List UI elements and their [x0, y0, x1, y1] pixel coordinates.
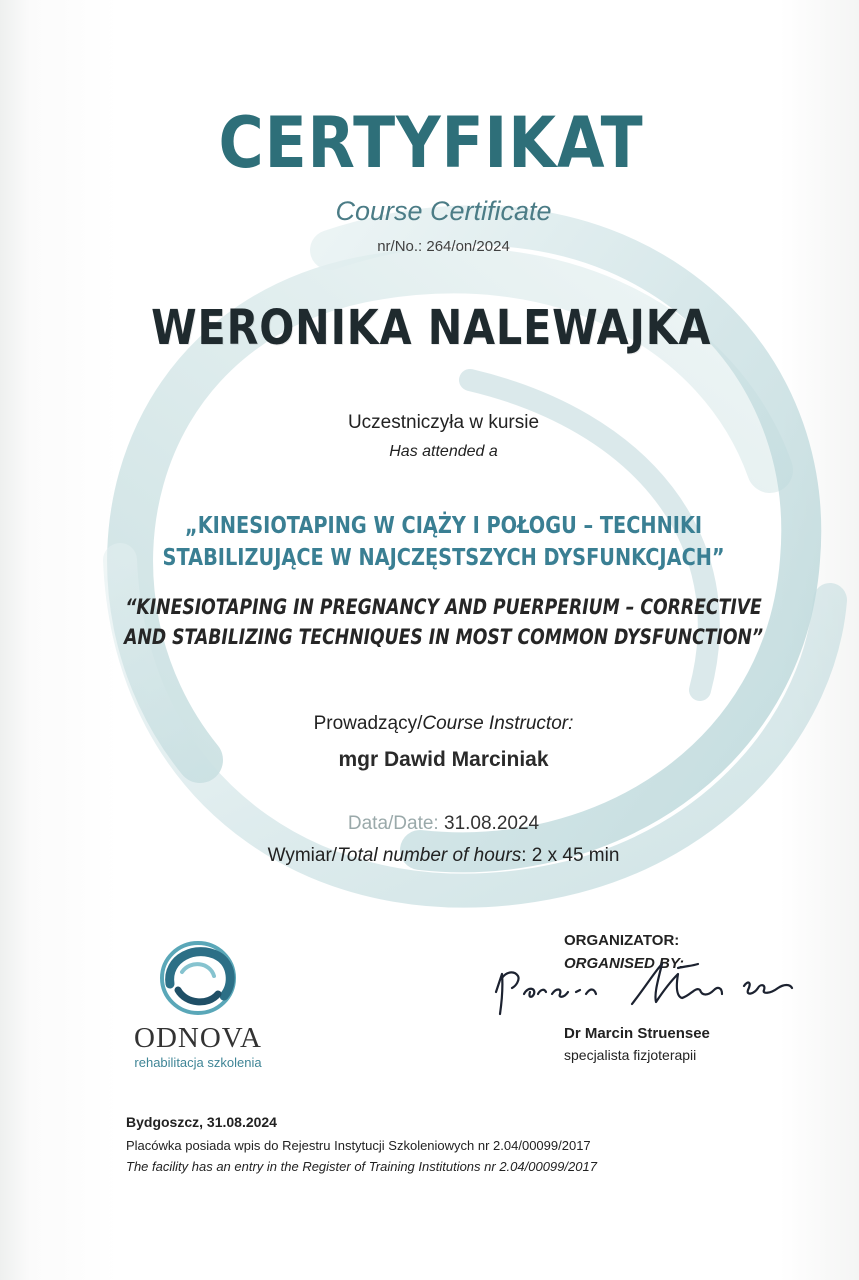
attended-label-pl: Uczestniczyła w kursie [347, 412, 540, 433]
instructor-name: mgr Dawid Marciniak [338, 748, 549, 771]
date-value: 31.08.2024 [444, 813, 540, 834]
course-title-pl [83, 510, 805, 574]
date-label: Data/Date: [347, 813, 439, 834]
handwritten-signature [486, 956, 796, 1026]
course-title-pl-line1: „KINESIOTAPING W CIĄŻY I POŁOGU – TECHNIKI [185, 513, 703, 539]
logo-name: ODNOVA [134, 1022, 262, 1054]
certificate-subtitle: Course Certificate [335, 196, 552, 226]
certificate-number: nr/No.: 264/on/2024 [377, 238, 510, 255]
organizer-label-pl: ORGANIZATOR: [564, 932, 680, 949]
course-title-en-line1: “KINESIOTAPING IN PREGNANCY AND PUERPERIUM – CORRECTIVE [125, 595, 762, 619]
odnova-ring-icon [156, 938, 240, 1018]
footer-registry-pl: Placówka posiada wpis do Rejestru Instytucji Szkoleniowych nr 2.04/00099/2017 [126, 1138, 591, 1153]
organizer-name: Dr Marcin Struensee [564, 1025, 710, 1042]
hours-label-pl: Wymiar/ [267, 845, 338, 866]
hours-line [14, 845, 859, 867]
footer-registry-en: The facility has an entry in the Register of Training Institutions nr 2.04/00099/2017 [126, 1159, 597, 1174]
course-title-pl-line2: STABILIZUJĄCE W NAJCZĘSTSZYCH DYSFUNKCJACH” [162, 545, 725, 571]
course-title-en-line2: AND STABILIZING TECHNIQUES IN MOST COMMON DYSFUNCTION” [124, 625, 764, 649]
recipient-name: WERONIKA NALEWAJKA [151, 300, 712, 356]
instructor-label-pl: Prowadzący/ [313, 713, 423, 734]
logo-tagline: rehabilitacja szkolenia [134, 1055, 262, 1070]
instructor-label-en: Course Instructor: [422, 713, 574, 734]
attended-label-en: Has attended a [389, 443, 498, 460]
organizer-label-en: ORGANISED BY: [564, 955, 685, 972]
date-line [14, 813, 859, 835]
organizer-role: specjalista fizjoterapii [564, 1047, 697, 1063]
hours-value: : 2 x 45 min [521, 845, 620, 866]
hours-label-en: Total number of hours [337, 845, 522, 866]
footer [126, 1114, 597, 1174]
footer-place-date: Bydgoszcz, 31.08.2024 [126, 1114, 277, 1130]
certificate-title: CERTYFIKAT [218, 102, 644, 184]
instructor-label [14, 713, 859, 735]
course-title-en [91, 592, 795, 652]
odnova-logo [118, 938, 278, 1073]
